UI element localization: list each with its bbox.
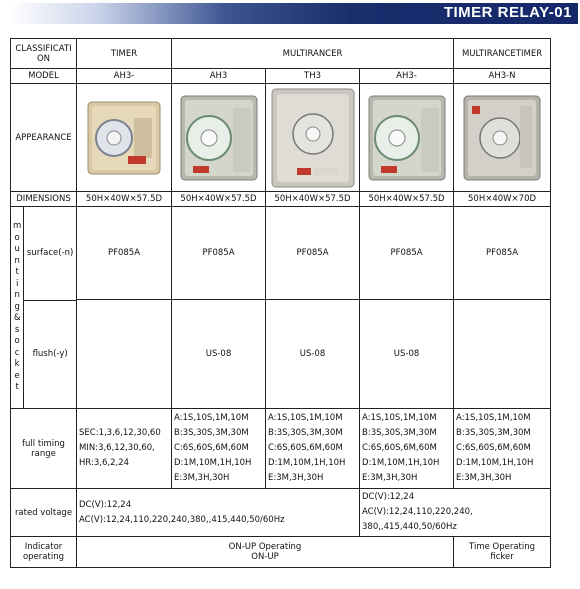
- surface-5: PF085A: [454, 207, 551, 300]
- model-1: AH3-: [77, 69, 172, 84]
- timing-timer: SEC:1,3,6,12,30,60 MIN:3,6,12,30,60, HR:3,6,2,24: [77, 409, 172, 489]
- model-3: TH3: [266, 69, 360, 84]
- voltage-label: rated voltage: [11, 489, 77, 537]
- voltage-left: DC(V):12,24 AC(V):12,24,110,220,240,380,,415,440,50/60Hz: [77, 489, 360, 537]
- class-timer: TIMER: [77, 39, 172, 69]
- class-multirancetimer: MULTIRANCETIMER: [454, 39, 551, 69]
- appearance-label: APPEARANCE: [11, 84, 77, 192]
- product-image-4: [360, 84, 454, 192]
- mounting-socket-label: m o u n t i n g & s o c k e t: [11, 207, 24, 408]
- timing-row: [11, 409, 551, 489]
- dimension-4: 50H×40W×57.5D: [360, 192, 454, 207]
- dimension-3: 50H×40W×57.5D: [266, 192, 360, 207]
- product-image-2: [172, 84, 266, 192]
- product-image-5: [454, 84, 551, 192]
- indicator-last: Time Operating ficker: [454, 537, 551, 568]
- surface-3: PF085A: [266, 207, 360, 300]
- flush-3: US-08: [266, 300, 360, 409]
- classification-row: [11, 39, 551, 69]
- dimensions-label: DIMENSIONS: [11, 192, 77, 207]
- voltage-right: DC(V):12,24 AC(V):12,24,110,220,240, 380,,415,440,50/60Hz: [360, 489, 551, 537]
- flush-label: flush(-y): [32, 349, 68, 360]
- dimensions-row: [11, 192, 551, 207]
- surface-label: surface(-n): [24, 207, 76, 300]
- indicator-row: [11, 537, 551, 568]
- indicator-label: Indicator operating: [11, 537, 77, 568]
- spec-table: [10, 38, 551, 568]
- mounting-socket-group: [11, 207, 77, 409]
- surface-4: PF085A: [360, 207, 454, 300]
- timing-col-4: A:1S,10S,1M,10M B:3S,30S,3M,30M C:6S,60S,6M,60M D:1M,10M,1H,10H E:3M,3H,30H: [360, 409, 454, 489]
- surface-row: [11, 207, 551, 300]
- timing-col-3: A:1S,10S,1M,10M B:3S,30S,3M,30M C:6S,60S,6M,60M D:1M,10M,1H,10H E:3M,3H,30H: [266, 409, 360, 489]
- flush-1: [77, 300, 172, 409]
- surface-1: PF085A: [77, 207, 172, 300]
- model-2: AH3: [172, 69, 266, 84]
- flush-2: US-08: [172, 300, 266, 409]
- timing-label: full timing range: [11, 409, 77, 489]
- product-image-1: [77, 84, 172, 192]
- flush-row: [11, 300, 551, 409]
- timing-col-5: A:1S,10S,1M,10M B:3S,30S,3M,30M C:6S,60S,6M,60M D:1M,10M,1H,10H E:3M,3H,30H: [454, 409, 551, 489]
- model-row: [11, 69, 551, 84]
- model-5: AH3-N: [454, 69, 551, 84]
- flush-5: [454, 300, 551, 409]
- class-multirancer: MULTIRANCER: [172, 39, 454, 69]
- dimension-2: 50H×40W×57.5D: [172, 192, 266, 207]
- indicator-main: ON-UP Operating ON-UP: [77, 537, 454, 568]
- page-title: TIMER RELAY-01: [443, 4, 572, 21]
- title-banner: [10, 3, 578, 24]
- flush-4: US-08: [360, 300, 454, 409]
- surface-2: PF085A: [172, 207, 266, 300]
- dimension-5: 50H×40W×70D: [454, 192, 551, 207]
- dimension-1: 50H×40W×57.5D: [77, 192, 172, 207]
- timing-col-2: A:1S,10S,1M,10M B:3S,30S,3M,30M C:6S,60S,6M,60M D:1M,10M,1H,10H E:3M,3H,30H: [172, 409, 266, 489]
- model-4: AH3-: [360, 69, 454, 84]
- appearance-row: [11, 84, 551, 192]
- model-label: MODEL: [11, 69, 77, 84]
- classification-label: CLASSIFICATI ON: [11, 39, 77, 69]
- product-image-3: [266, 84, 360, 192]
- voltage-row: [11, 489, 551, 537]
